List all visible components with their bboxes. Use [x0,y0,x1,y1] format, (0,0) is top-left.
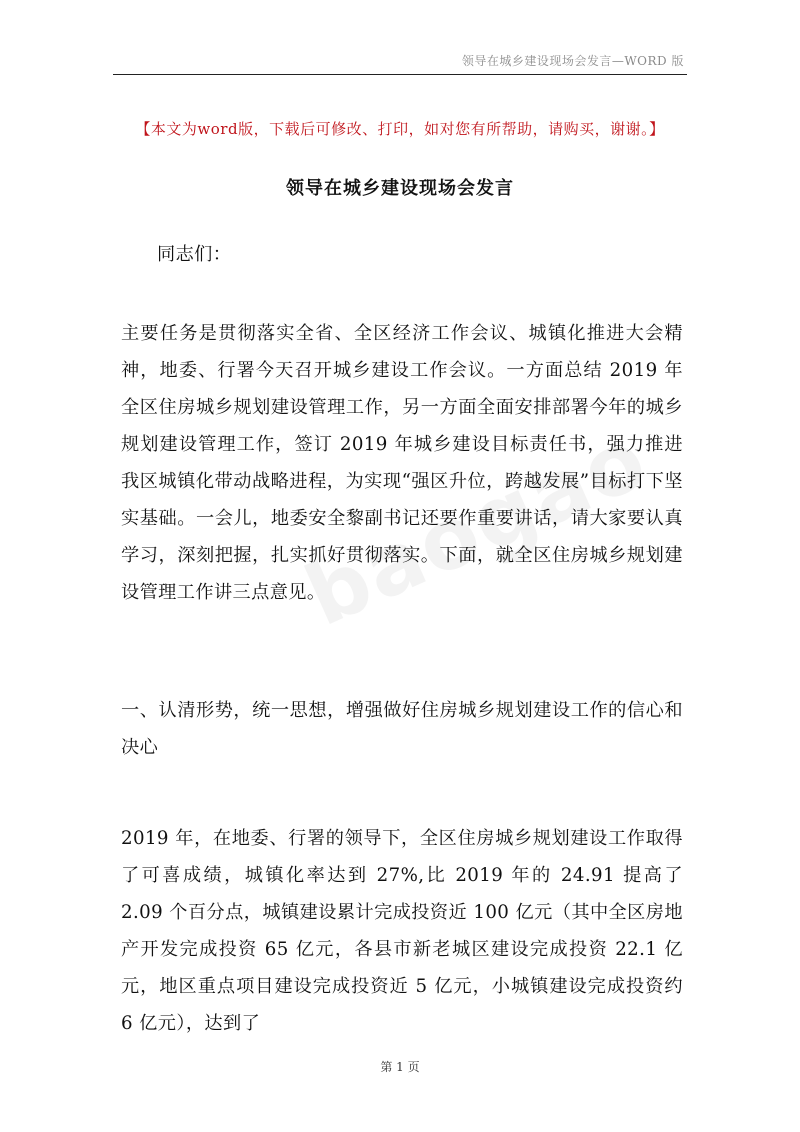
paragraph-text: 主要任务是贯彻落实全省、全区经济工作会议、城镇化推进大会精神，地委、行署今天召开城乡建设工作会议。一方面总结 2019 年全区住房城乡规划建设管理工作，另一方面全面安排部署今年的城乡规划建设管理工作，签订 2019 年城乡建设目标责任书，强力推进我区城镇化带动战略进程，为实现“强区升位，跨越发展”目标打下坚实基础。一会儿，地委安全黎副书记还要作重要讲话，请大家要认真学习，深刻把握，扎实抓好贯彻落实。下面，就全区住房城乡规划建设管理工作讲三点意见。 [121,323,683,603]
section-heading-1 [121,692,683,766]
document-title: 领导在城乡建设现场会发言 [286,178,514,199]
running-header: 领导在城乡建设现场会发言—WORD 版 [461,54,684,68]
page-number: 第 1 页 [380,1060,420,1074]
paragraph-text: 2019 年，在地委、行署的领导下，全区住房城乡规划建设工作取得了可喜成绩，城镇化率达到 27%,比 2019 年的 24.91 提高了 2.09 个百分点，城镇建设累计完成投资近 100 亿元（其中全区房地产开发完成投资 65 亿元，各县市新老城区建设完成投资 22.1 亿元，地区重点项目建设完成投资近 5 亿元，小城镇建设完成投资约 6 亿元），达到了 [121,828,683,1034]
download-notice: 【本文为word版，下载后可修改、打印，如对您有所帮助，请购买，谢谢。】 [135,120,665,138]
paragraph-achievements [121,820,683,1042]
greeting [121,236,719,273]
header-divider [113,74,687,75]
section-heading-text: 一、认清形势，统一思想，增强做好住房城乡规划建设工作的信心和决心 [121,700,683,758]
greeting-text: 同志们： [157,244,232,265]
